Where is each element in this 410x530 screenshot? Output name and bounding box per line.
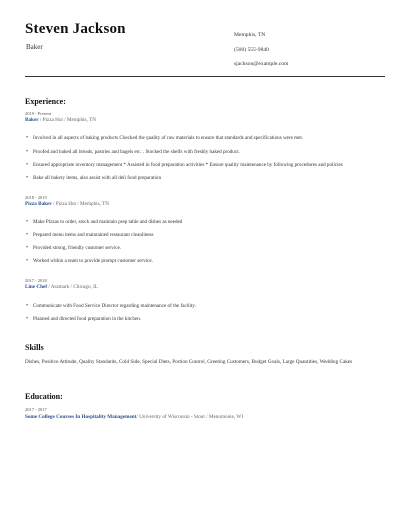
job-1-company: / Pizza Hut / Memphis, TN xyxy=(38,117,96,123)
list-item: • Planned and directed food preparation in the kitchen. xyxy=(33,316,141,322)
education-degree: Some College Courses In Hospitality Management xyxy=(25,414,137,420)
job-2-company: / Pizza Hut / Memphis, TN xyxy=(51,201,110,207)
experience-heading: Experience: xyxy=(25,97,66,106)
list-item: • Proofed and baked all breads, pastries and bagels etc. . Stocked the shelfs with freshly baked product. xyxy=(33,149,240,155)
job-1-role: Baker xyxy=(25,117,39,123)
education-entry xyxy=(25,414,243,420)
skills-text: Dishes, Positive Attitude, Quality Standards, Cold Side, Special Diets, Portion Control, Greeting Customers, Budget Goals, Large Quantities, Wedding Cakes xyxy=(25,359,353,365)
job-3-company: / Aramark / Chicago, IL xyxy=(47,284,99,290)
job-3-dates: 2017 - 2018 xyxy=(25,278,47,283)
job-3-header xyxy=(25,284,98,290)
education-school: / University of Wisconsin - Stout / Menomonie, WI xyxy=(136,414,244,420)
list-item: • Make Pizzas to order, stock and maintain prep table and dishes as needed xyxy=(33,219,182,225)
candidate-title: Baker xyxy=(26,43,43,51)
contact-email[interactable]: sjackson@example.com xyxy=(234,61,289,67)
contact-location: Memphis, TN xyxy=(234,32,266,38)
skills-heading: Skills xyxy=(25,343,44,352)
job-1-dates: 2019 - Present xyxy=(25,111,51,116)
candidate-name: Steven Jackson xyxy=(25,21,126,37)
education-dates: 2017 - 2017 xyxy=(25,407,47,412)
job-2-header xyxy=(25,201,109,207)
contact-phone: (500) 555-9840 xyxy=(234,46,269,53)
list-item: • Worked within a team to provide prompt customer service. xyxy=(33,258,153,264)
list-item: • Communicate with Food Service Director regarding maintenance of the facility. xyxy=(33,303,196,309)
list-item: • Bake all bakery items, also assist with all deli food preparation xyxy=(33,175,161,181)
education-heading: Education: xyxy=(25,392,63,401)
job-2-role: Pizza Baker xyxy=(25,201,52,207)
job-1-header xyxy=(25,117,96,123)
job-3-role: Line Chef xyxy=(25,284,48,290)
list-item: • Involved in all aspects of baking products Checked the quality of raw materials to ensure that standards and specifications were met. xyxy=(33,135,303,141)
job-2-dates: 2018 - 2019 xyxy=(25,195,47,200)
header-divider xyxy=(25,76,385,77)
contact-block xyxy=(234,28,288,72)
list-item: • Ensured appropriate inventory management * Assisted in food preparation activities * Ensure quality maintenance by following procedures and policies xyxy=(33,162,343,168)
list-item: • Provided strong, friendly customer service. xyxy=(33,245,121,251)
list-item: • Prepared menu items and maintained restaurant cleanliness xyxy=(33,232,154,238)
